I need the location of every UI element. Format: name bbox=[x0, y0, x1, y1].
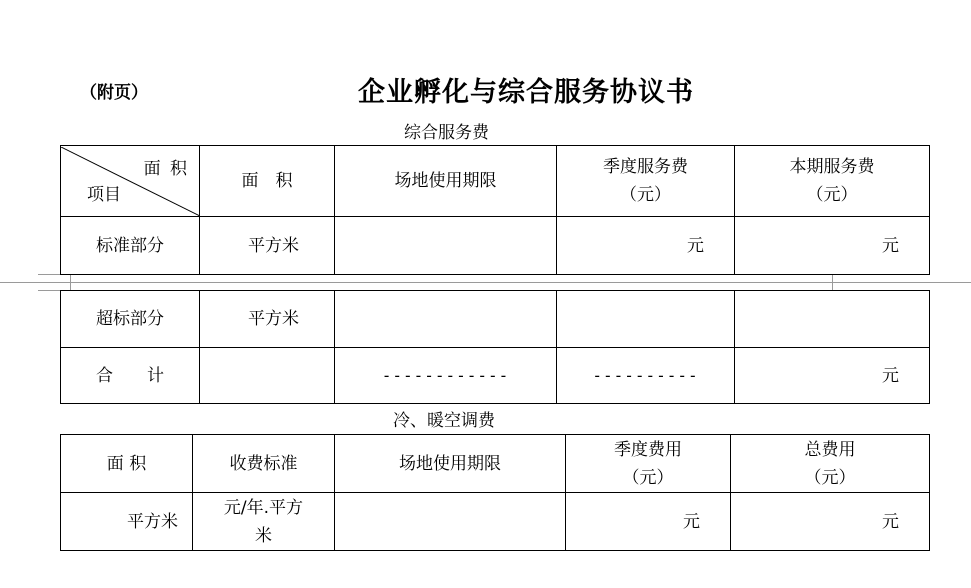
quarter-cell bbox=[566, 493, 731, 551]
total-fee-header bbox=[731, 435, 930, 493]
service-fee-table-bottom bbox=[60, 290, 930, 404]
document-title: 企业孵化与综合服务协议书 bbox=[358, 77, 694, 108]
item-cell bbox=[61, 217, 200, 275]
total-fee-unit: （元） bbox=[804, 467, 856, 488]
current-cell bbox=[735, 348, 930, 404]
quarter-cell bbox=[557, 291, 735, 348]
current-fee-label: 本期服务费 bbox=[789, 157, 875, 177]
table-row bbox=[61, 217, 930, 275]
diag-top-label: 面 积 bbox=[143, 158, 189, 179]
area-cell bbox=[200, 348, 335, 404]
diagonal-header-cell bbox=[61, 146, 200, 217]
table-row bbox=[61, 291, 930, 348]
current-cell bbox=[735, 291, 930, 348]
quarter-cell bbox=[557, 348, 735, 404]
page-margin-corner-left bbox=[70, 274, 71, 290]
current-fee-unit: （元） bbox=[806, 185, 858, 205]
table-row bbox=[61, 348, 930, 404]
standard-header-label: 收费标准 bbox=[229, 453, 298, 474]
quarter-cell bbox=[557, 217, 735, 275]
page-margin-corner-right bbox=[832, 274, 833, 290]
item-label: 标准部分 bbox=[96, 235, 164, 256]
hvac-fee-table bbox=[60, 434, 930, 551]
item-cell bbox=[61, 291, 200, 348]
standard-cell bbox=[193, 493, 335, 551]
quarter-fee-label: 季度服务费 bbox=[603, 157, 688, 177]
period-header-label: 场地使用期限 bbox=[399, 453, 501, 474]
quarter-fee-unit: （元） bbox=[620, 185, 671, 205]
area-cell bbox=[200, 217, 335, 275]
current-unit: 元 bbox=[882, 235, 899, 256]
area-header bbox=[61, 435, 193, 493]
period-cell bbox=[335, 291, 557, 348]
quarter-fee-label: 季度费用 bbox=[614, 439, 682, 460]
period-header bbox=[335, 435, 566, 493]
area-header-label: 面 积 bbox=[106, 453, 147, 474]
appendix-label: （附页） bbox=[80, 83, 148, 103]
standard-line-1: 元/年.平方 bbox=[223, 497, 304, 518]
total-label: 合 计 bbox=[96, 365, 164, 386]
total-cell bbox=[731, 493, 930, 551]
area-cell bbox=[61, 493, 193, 551]
table-header-row bbox=[61, 146, 930, 217]
period-cell bbox=[335, 493, 566, 551]
current-fee-header bbox=[735, 146, 930, 217]
standard-line-2: 米 bbox=[255, 525, 272, 546]
service-fee-table-top bbox=[60, 145, 930, 275]
item-cell bbox=[61, 348, 200, 404]
current-cell bbox=[735, 217, 930, 275]
quarter-unit: 元 bbox=[683, 511, 700, 532]
period-header-label: 场地使用期限 bbox=[394, 171, 497, 191]
quarter-dash: ---------- bbox=[592, 365, 699, 385]
area-header bbox=[200, 146, 335, 217]
service-fee-caption: 综合服务费 bbox=[404, 123, 489, 143]
area-cell bbox=[200, 291, 335, 348]
table-header-row bbox=[61, 435, 930, 493]
period-header bbox=[335, 146, 557, 217]
area-header-label: 面 积 bbox=[241, 171, 293, 191]
quarter-fee-header bbox=[557, 146, 735, 217]
area-unit: 平方米 bbox=[248, 309, 299, 329]
quarter-fee-header bbox=[566, 435, 731, 493]
total-fee-label: 总费用 bbox=[804, 439, 856, 460]
area-unit: 平方米 bbox=[127, 511, 178, 532]
quarter-unit: 元 bbox=[687, 235, 704, 256]
quarter-fee-unit: （元） bbox=[622, 467, 674, 488]
page-break-line bbox=[0, 282, 971, 283]
period-dash: ------------ bbox=[381, 365, 510, 385]
total-unit: 元 bbox=[882, 511, 899, 532]
area-unit: 平方米 bbox=[248, 235, 299, 256]
period-cell bbox=[335, 217, 557, 275]
table-row bbox=[61, 493, 930, 551]
item-label: 超标部分 bbox=[96, 309, 164, 329]
hvac-fee-caption: 冷、暖空调费 bbox=[393, 411, 495, 431]
standard-header bbox=[193, 435, 335, 493]
current-unit: 元 bbox=[882, 365, 899, 386]
period-cell bbox=[335, 348, 557, 404]
diag-bottom-label: 项目 bbox=[87, 184, 121, 205]
